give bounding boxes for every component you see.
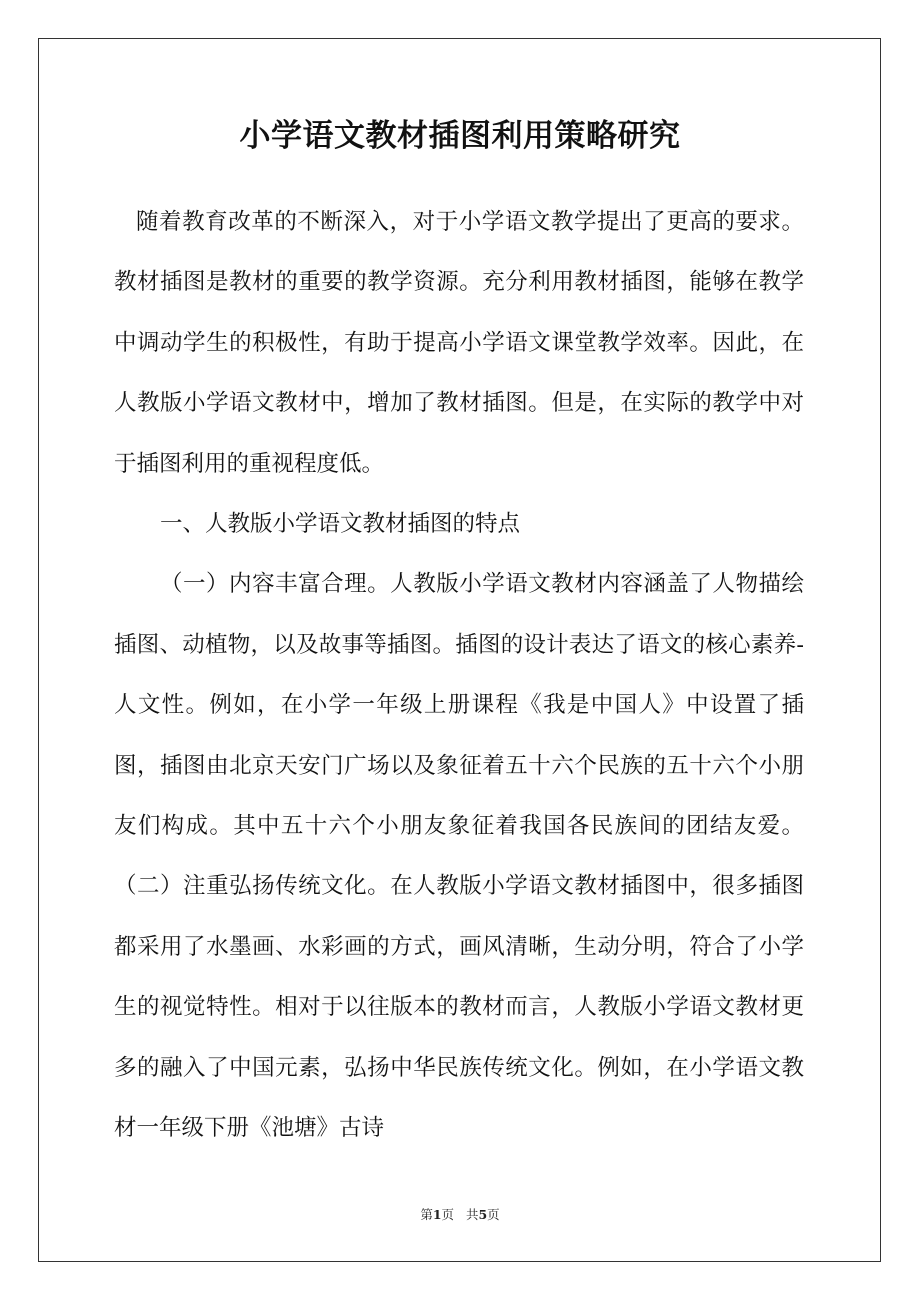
paragraph-intro: 随着教育改革的不断深入，对于小学语文教学提出了更高的要求。教材插图是教材的重要的教学资源。充分利用教材插图，能够在教学中调动学生的积极性，有助于提高小学语文课堂教学效率。因此，在人教版小学语文教材中，增加了教材插图。但是，在实际的教学中对于插图利用的重视程度低。 (114, 209, 804, 477)
footer-page-current: 1 (432, 1207, 442, 1222)
document-title: 小学语文教材插图利用策略研究 (239, 118, 681, 154)
section-heading-1: 一、人教版小学语文教材插图的特点 (160, 511, 521, 538)
page-footer (0, 1206, 920, 1224)
document-body (114, 192, 804, 1159)
footer-page-total: 5 (478, 1207, 488, 1222)
footer-page-mid: 页 共 (441, 1207, 479, 1222)
footer-page-prefix: 第 (420, 1207, 433, 1222)
footer-page-suffix: 页 (487, 1207, 500, 1222)
paragraph-features: （一）内容丰富合理。人教版小学语文教材内容涵盖了人物描绘插图、动植物，以及故事等插图。插图的设计表达了语文的核心素养-人文性。例如，在小学一年级上册课程《我是中国人》中设置了插图，插图由北京天安门广场以及象征着五十六个民族的五十六个小朋友们构成。其中五十六个小朋友象征着我国各民族间的团结友爱。（二）注重弘扬传统文化。在人教版小学语文教材插图中，很多插图都采用了水墨画、水彩画的方式，画风清晰，生动分明，符合了小学生的视觉特性。相对于以往版本的教材而言，人教版小学语文教材更多的融入了中国元素，弘扬中华民族传统文化。例如，在小学语文教材一年级下册《池塘》古诗 (114, 571, 804, 1142)
